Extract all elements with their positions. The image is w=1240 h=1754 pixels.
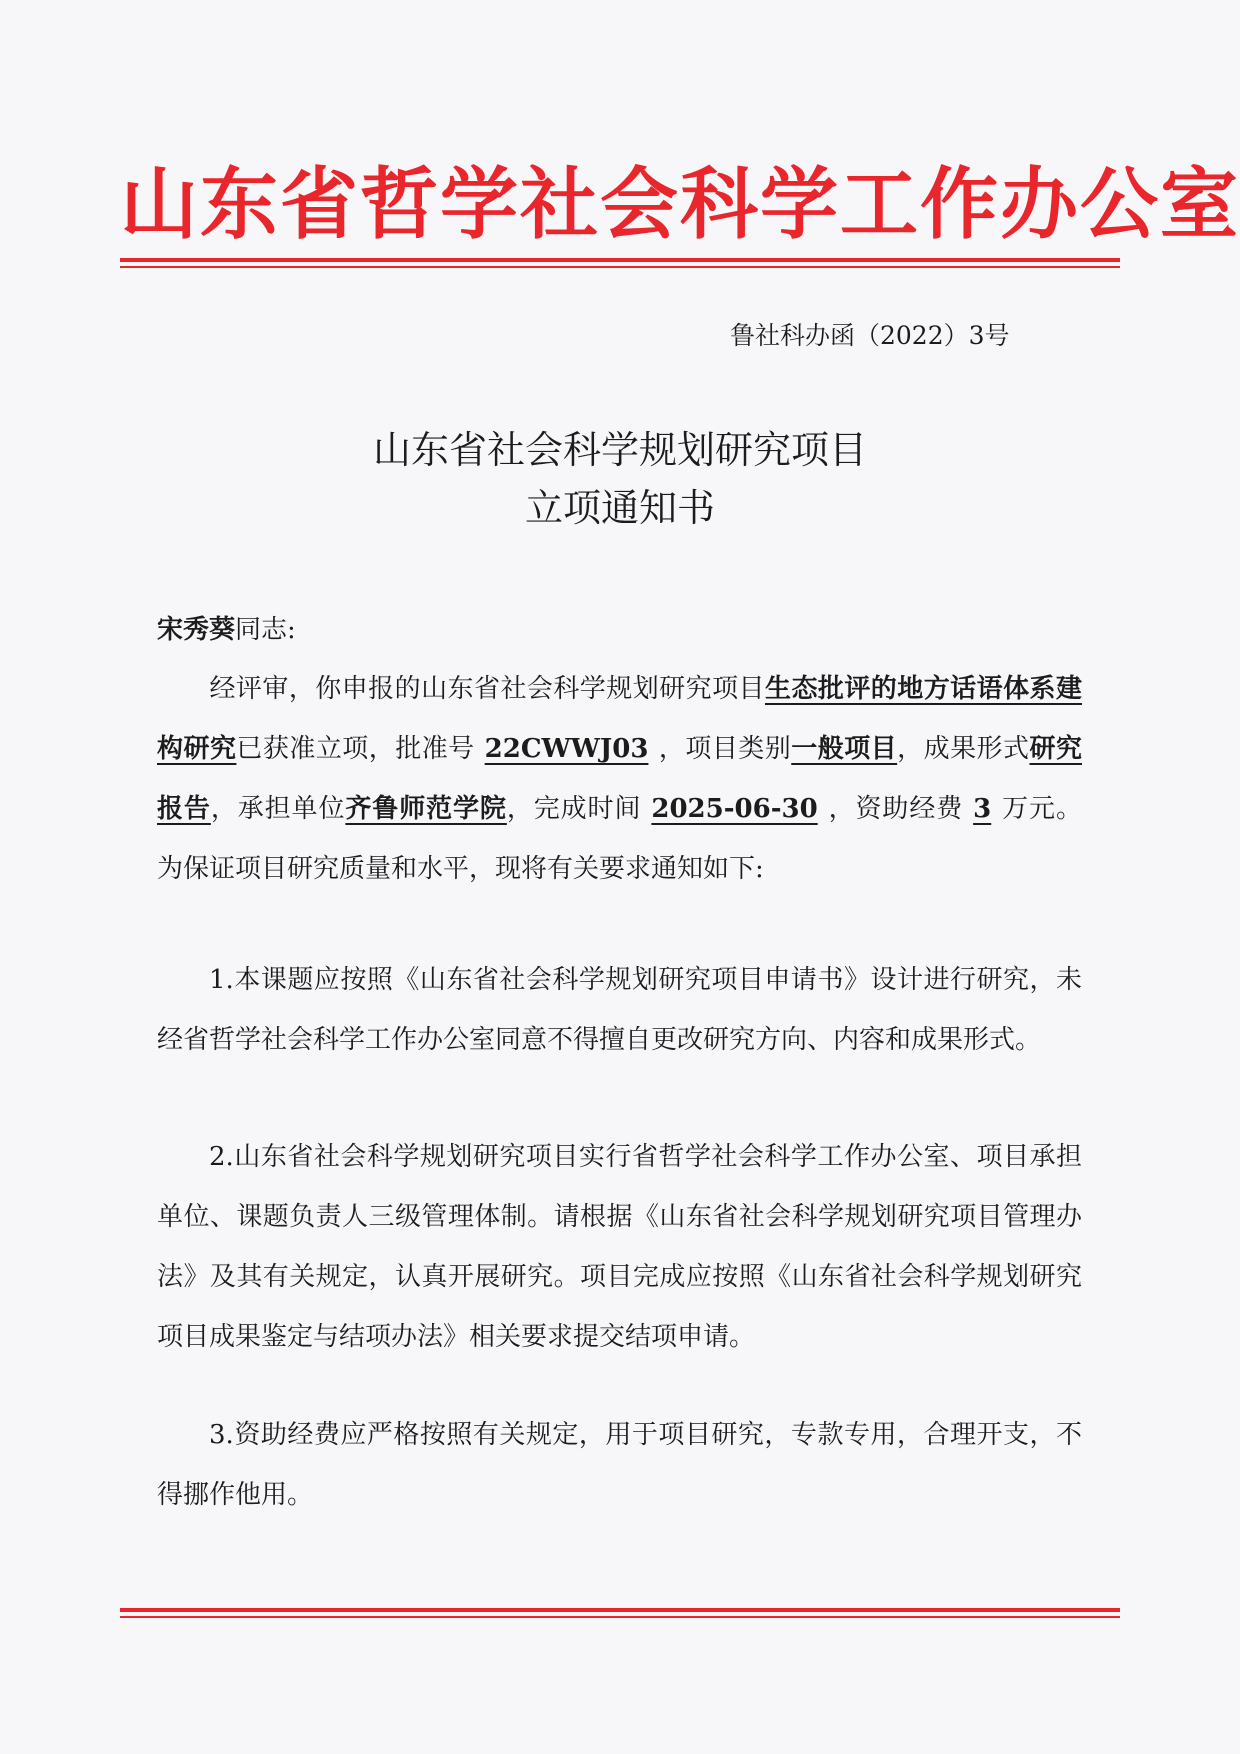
notice-title-line1: 山东省社会科学规划研究项目 bbox=[372, 428, 867, 472]
intro-paragraph: 经评审，你申报的山东省社会科学规划研究项目生态批评的地方话语体系建构研究已获准立项，批准号 22CWWJ03 ，项目类别一般项目，成果形式研究报告，承担单位齐鲁师范学院，完成时间 2025-06-30 ，资助经费 3 万元。为保证项目研究质量和水平，现将有关要求通知如下: bbox=[157, 674, 1082, 884]
requirement-item-3: 3.资助经费应严格按照有关规定，用于项目研究，专款专用，合理开支，不得挪作他用。 bbox=[157, 1420, 1082, 1510]
notice-title-line2: 立项通知书 bbox=[524, 486, 715, 530]
host-unit: 齐鲁师范学院 bbox=[345, 794, 507, 824]
project-category: 一般项目 bbox=[791, 734, 898, 764]
header-red-rule bbox=[120, 258, 1120, 268]
salutation bbox=[157, 610, 296, 650]
salutation-suffix: 同志: bbox=[235, 615, 296, 645]
result-form: 研究报告 bbox=[157, 734, 1082, 824]
approval-number: 22CWWJ03 bbox=[484, 734, 649, 764]
project-name: 生态批评的地方话语体系建构研究 bbox=[157, 674, 1082, 764]
completion-date: 2025-06-30 bbox=[651, 794, 818, 824]
recipient-name: 宋秀葵 bbox=[157, 615, 236, 645]
funding-amount: 3 bbox=[973, 794, 992, 824]
document-number: 鲁社科办函（2022）3号 bbox=[730, 321, 1010, 350]
requirement-item-1: 1.本课题应按照《山东省社会科学规划研究项目申请书》设计进行研究，未经省哲学社会科学工作办公室同意不得擅自更改研究方向、内容和成果形式。 bbox=[157, 965, 1082, 1055]
letterhead-title: 山东省哲学社会科学工作办公室 bbox=[120, 160, 1240, 250]
requirement-item-2: 2.山东省社会科学规划研究项目实行省哲学社会科学工作办公室、项目承担单位、课题负责人三级管理体制。请根据《山东省社会科学规划研究项目管理办法》及其有关规定，认真开展研究。项目完成应按照《山东省社会科学规划研究项目成果鉴定与结项办法》相关要求提交结项申请。 bbox=[157, 1142, 1082, 1352]
footer-red-rule bbox=[120, 1608, 1120, 1618]
